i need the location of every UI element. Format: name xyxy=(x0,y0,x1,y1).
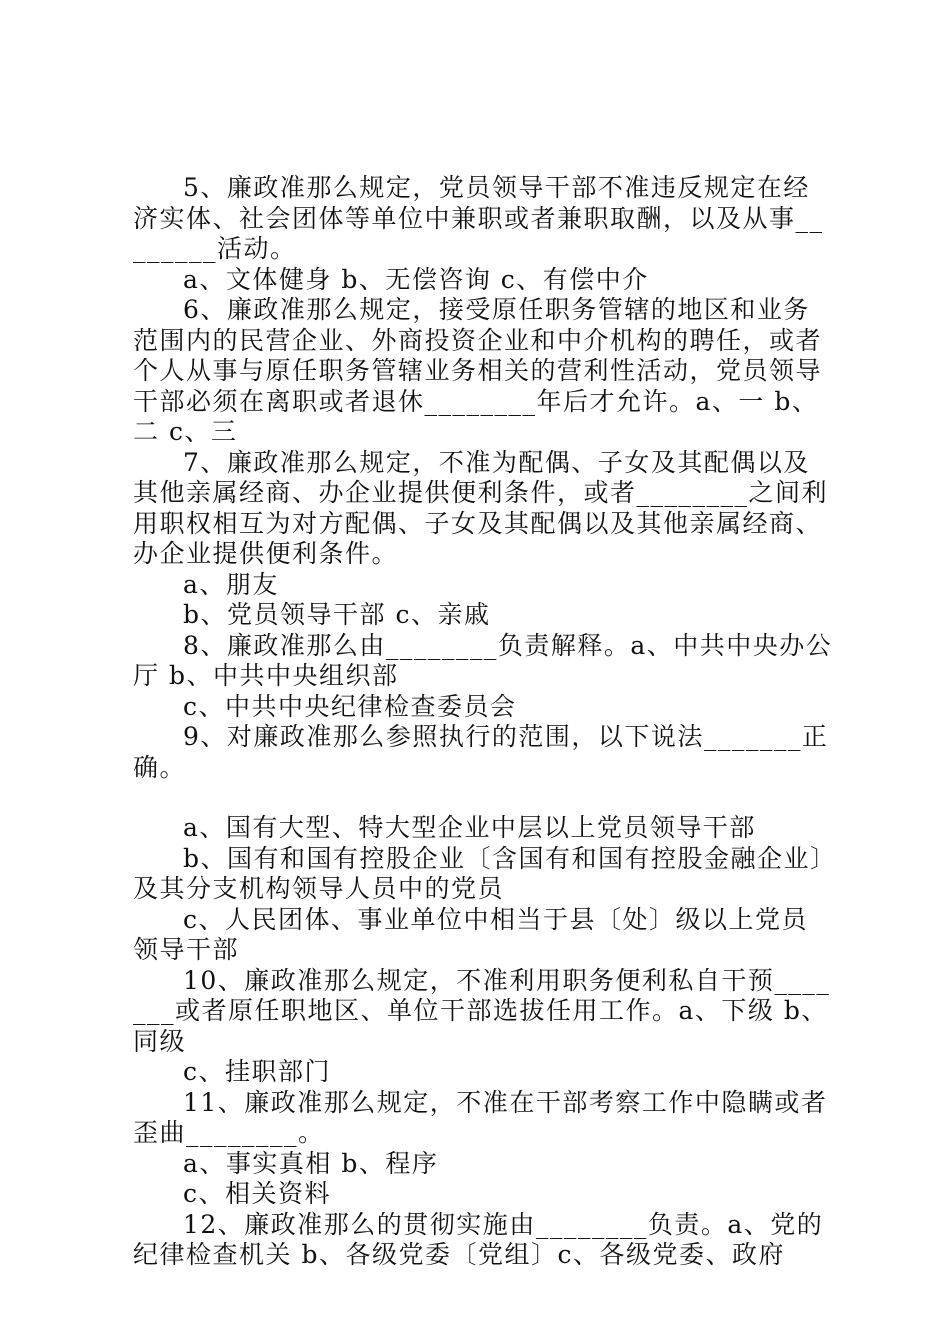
document-body xyxy=(133,173,833,1271)
blank-line xyxy=(133,783,833,813)
question-7-options-bc: b、党员领导干部 c、亲戚 xyxy=(183,600,491,629)
question-6-text: 6、廉政准那么规定，接受原任职务管辖的地区和业务范围内的民营企业、外商投资企业和中介机构的聘任，或者个人从事与原任职务管辖业务相关的营利性活动，党员领导干部必须在离职或者退休________年后才允许。a、一 b、二 c、三 xyxy=(133,295,823,446)
question-8-text: 8、廉政准那么由________负责解释。a、中共中央办公厅 b、中共中央组织部 xyxy=(133,630,833,690)
question-9-option-c: c、人民团体、事业单位中相当于县〔处〕级以上党员领导干部 xyxy=(133,904,809,964)
question-11-options-ab: a、事实真相 b、程序 xyxy=(183,1148,439,1178)
question-5-text: 5、廉政准那么规定，党员领导干部不准违反规定在经济实体、社会团体等单位中兼职或者兼职取酬，以及从事________活动。 xyxy=(133,173,824,263)
question-11-option-c: c、相关资料 xyxy=(183,1179,332,1208)
question-9-option-a: a、国有大型、特大型企业中层以上党员领导干部 xyxy=(183,813,756,842)
question-7-option-a: a、朋友 xyxy=(183,569,279,599)
question-11-text: 11、廉政准那么规定，不准在干部考察工作中隐瞒或者歪曲________。 xyxy=(133,1087,828,1147)
question-9-text: 9、对廉政准那么参照执行的范围，以下说法_______正确。 xyxy=(133,722,829,782)
question-7-text: 7、廉政准那么规定，不准为配偶、子女及其配偶以及其他亲属经商、办企业提供便利条件，或者________之间利用职权相互为对方配偶、子女及其配偶以及其他亲属经商、办企业提供便利条件。 xyxy=(133,447,829,568)
question-8-option-c: c、中共中央纪律检查委员会 xyxy=(183,691,517,721)
question-12-text: 12、廉政准那么的贯彻实施由________负责。a、党的纪律检查机关 b、各级党委〔党组〕c、各级党委、政府 xyxy=(133,1209,824,1269)
question-10-text: 10、廉政准那么规定，不准利用职务便利私自干预_______或者原任职地区、单位干部选拔任用工作。a、下级 b、同级 xyxy=(133,965,831,1056)
question-9-option-b: b、国有和国有控股企业〔含国有和国有控股金融企业〕及其分支机构领导人员中的党员 xyxy=(133,843,825,903)
question-5-options: a、文体健身 b、无偿咨询 c、有偿中介 xyxy=(183,264,649,294)
question-10-option-c: c、挂职部门 xyxy=(183,1057,332,1086)
